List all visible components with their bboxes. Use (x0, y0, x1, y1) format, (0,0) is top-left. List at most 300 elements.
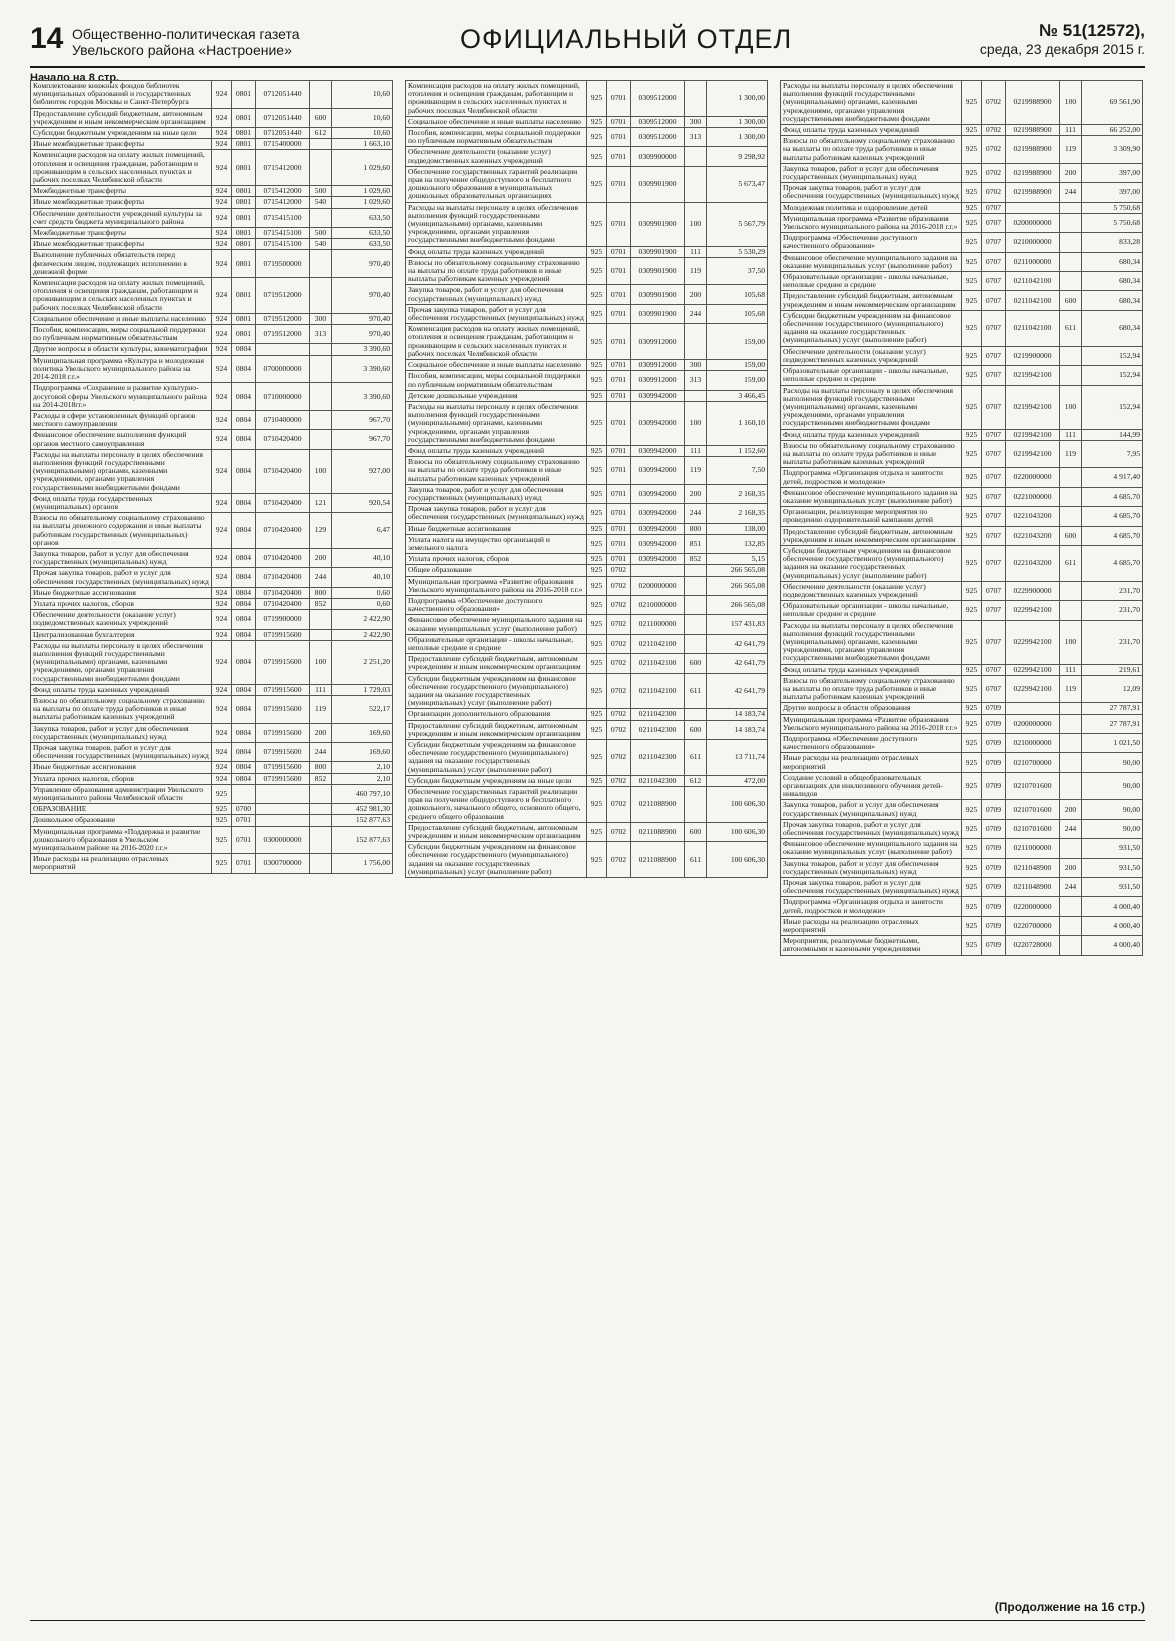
row-amount: 633,50 (332, 239, 393, 250)
page-header (30, 20, 1145, 64)
table-row (31, 610, 393, 629)
table-row (31, 81, 393, 109)
row-ministry: 924 (212, 355, 232, 383)
issue-date: среда, 23 декабря 2015 г. (979, 41, 1145, 57)
row-expense-type: 111 (1060, 429, 1082, 440)
row-ministry: 925 (962, 703, 982, 714)
row-amount: 5,15 (707, 554, 768, 565)
row-expense-type: 121 (310, 493, 332, 512)
table-row (31, 430, 393, 449)
table-row (781, 526, 1143, 545)
row-ministry: 925 (962, 291, 982, 310)
row-amount: 460 797,10 (332, 784, 393, 803)
row-expense-type: 313 (310, 325, 332, 344)
row-expense-type: 500 (310, 186, 332, 197)
publication-name: Общественно-политическая газета Увельского района «Настроение» (72, 26, 300, 58)
table-row (31, 325, 393, 344)
table-row (31, 108, 393, 127)
row-section: 0801 (232, 325, 256, 344)
row-name: Централизованная бухгалтерия (31, 629, 212, 640)
row-name: Иные расходы на реализацию отраслевых мероприятий (31, 854, 212, 873)
row-expense-type (1060, 468, 1082, 487)
row-name: Другие вопросы в области образования (781, 703, 962, 714)
row-section: 0702 (607, 576, 631, 595)
row-amount: 4 685,70 (1082, 507, 1143, 526)
row-section: 0701 (607, 116, 631, 127)
row-expense-type (1060, 839, 1082, 858)
continued-from: Начало на 8 стр. (30, 72, 120, 84)
table-row (406, 285, 768, 304)
footer-rule (30, 1620, 1145, 1621)
row-target: 0715415100 (256, 239, 310, 250)
row-expense-type (685, 576, 707, 595)
row-expense-type: 100 (685, 202, 707, 246)
row-target: 0219988900 (1006, 81, 1060, 125)
row-ministry: 925 (962, 136, 982, 164)
row-expense-type: 119 (685, 257, 707, 285)
row-amount: 1 029,60 (332, 150, 393, 186)
row-section: 0702 (982, 81, 1006, 125)
table-row (781, 858, 1143, 877)
row-target: 0309901900 (631, 166, 685, 202)
row-target: 0221043200 (1006, 545, 1060, 581)
table-row (406, 484, 768, 503)
row-amount: 152 877,63 (332, 815, 393, 826)
table-row (31, 548, 393, 567)
row-expense-type (310, 815, 332, 826)
row-name: Уплата налога на имущество организаций и земельного налога (406, 534, 587, 553)
row-section: 0709 (982, 819, 1006, 838)
row-ministry: 924 (212, 325, 232, 344)
row-section: 0702 (607, 775, 631, 786)
row-name: Расходы в сфере установленных функций органов местного самоуправления (31, 410, 212, 429)
row-ministry: 924 (212, 139, 232, 150)
row-expense-type (1060, 346, 1082, 365)
row-amount: 152,94 (1082, 366, 1143, 385)
row-target: 0715412000 (256, 186, 310, 197)
table-row (406, 554, 768, 565)
row-name: Взносы по обязательному социальному страхованию на выплаты по оплате труда работников и иные выплаты работникам казенных учреждений (406, 457, 587, 485)
table-row (31, 410, 393, 429)
row-ministry: 925 (962, 468, 982, 487)
row-amount: 14 183,74 (707, 709, 768, 720)
row-ministry: 925 (587, 720, 607, 739)
row-target: 0309912000 (631, 360, 685, 371)
row-ministry: 925 (962, 366, 982, 385)
table-row (31, 804, 393, 815)
row-amount: 132,85 (707, 534, 768, 553)
row-name: Муниципальная программа «Развитие образования Увельского муниципального района на 2016-2018 г.г.» (406, 576, 587, 595)
row-ministry: 925 (587, 128, 607, 147)
row-expense-type: 200 (1060, 800, 1082, 819)
row-amount: 680,34 (1082, 291, 1143, 310)
row-target: 0309512000 (631, 128, 685, 147)
row-name: Компенсация расходов на оплату жилых помещений, отопления и освещения гражданам, работающим и проживающим в сельских населенных пунктах и рабочих поселках Челябинской области (406, 81, 587, 117)
table-row (31, 826, 393, 854)
row-expense-type (685, 787, 707, 823)
row-target: 0200000000 (631, 576, 685, 595)
row-amount: 90,00 (1082, 772, 1143, 800)
row-amount: 1 756,00 (332, 854, 393, 873)
row-amount: 6,47 (332, 513, 393, 549)
row-section: 0707 (982, 346, 1006, 365)
row-amount: 3 390,60 (332, 355, 393, 383)
row-expense-type: 200 (685, 484, 707, 503)
row-target: 0719915600 (256, 629, 310, 640)
row-expense-type: 611 (1060, 545, 1082, 581)
row-section: 0707 (982, 385, 1006, 429)
row-name: Субсидии бюджетным учреждениям на финансовое обеспечение государственного (муниципального) задания на оказание государственных (муниципальных) услуг (выполнение работ) (406, 842, 587, 878)
row-ministry: 925 (587, 534, 607, 553)
row-name: Закупка товаров, работ и услуг для обеспечения государственных (муниципальных) нужд (781, 163, 962, 182)
row-name: Прочая закупка товаров, работ и услуг для обеспечения государственных (муниципальных) нужд (31, 743, 212, 762)
row-ministry: 925 (587, 775, 607, 786)
table-row (31, 513, 393, 549)
row-target: 0211048900 (1006, 878, 1060, 897)
row-amount: 970,40 (332, 278, 393, 314)
table-row (406, 842, 768, 878)
row-name: Фонд оплаты труда государственных (муниципальных) органов (31, 493, 212, 512)
table-row (406, 595, 768, 614)
row-ministry: 925 (962, 202, 982, 213)
row-ministry: 925 (587, 285, 607, 304)
table-row (781, 125, 1143, 136)
row-expense-type: 800 (310, 762, 332, 773)
row-name: Расходы на выплаты персоналу в целях обеспечения выполнения функций государственными (муниципальными) органами, казенными учреждениями, органами управления государственными внебюджетными фондами (781, 385, 962, 429)
table-row (406, 576, 768, 595)
row-expense-type: 119 (685, 457, 707, 485)
row-target: 0229942100 (1006, 675, 1060, 703)
row-name: Финансовое обеспечение муниципального задания на оказание муниципальных услуг (выполнение работ) (781, 252, 962, 271)
row-target (256, 815, 310, 826)
row-target: 0211042300 (631, 709, 685, 720)
row-target: 0220000000 (1006, 468, 1060, 487)
row-name: Взносы по обязательному социальному страхованию на выплаты по оплате труда работников и иные выплаты работникам казенных учреждений (781, 675, 962, 703)
table-row (31, 228, 393, 239)
row-section: 0701 (607, 534, 631, 553)
row-name: Межбюджетные трансферты (31, 228, 212, 239)
row-target: 0710420400 (256, 548, 310, 567)
table-row (406, 246, 768, 257)
row-amount: 1 152,60 (707, 445, 768, 456)
row-section: 0701 (607, 504, 631, 523)
table-row (406, 390, 768, 401)
row-section: 0701 (607, 523, 631, 534)
row-name: Социальное обеспечение и иные выплаты населению (406, 360, 587, 371)
row-name: Иные бюджетные ассигнования (406, 523, 587, 534)
table-row (781, 581, 1143, 600)
row-amount: 3 390,60 (332, 344, 393, 355)
row-ministry: 925 (587, 304, 607, 323)
row-section: 0701 (607, 390, 631, 401)
row-expense-type: 111 (1060, 664, 1082, 675)
table-row (31, 629, 393, 640)
row-target: 0309900000 (631, 147, 685, 166)
row-name: Уплата прочих налогов, сборов (31, 598, 212, 609)
row-expense-type: 129 (310, 513, 332, 549)
row-section: 0702 (607, 595, 631, 614)
row-name: Образовательные организации - школы начальные, неполные средние и средние (781, 601, 962, 620)
row-ministry: 925 (962, 346, 982, 365)
table-row (781, 310, 1143, 346)
row-target: 0200000000 (1006, 213, 1060, 232)
row-section: 0709 (982, 714, 1006, 733)
row-expense-type (1060, 753, 1082, 772)
row-target: 0229942100 (1006, 620, 1060, 664)
row-name: Прочая закупка товаров, работ и услуг для обеспечения государственных (муниципальных) нужд (781, 878, 962, 897)
row-target: 0710420400 (256, 598, 310, 609)
row-section: 0702 (607, 565, 631, 576)
row-expense-type (310, 826, 332, 854)
row-target: 0219942100 (1006, 429, 1060, 440)
table-row (31, 150, 393, 186)
table-row (31, 197, 393, 208)
table-row (31, 239, 393, 250)
row-section: 0701 (607, 360, 631, 371)
row-target: 0220700000 (1006, 916, 1060, 935)
row-section: 0801 (232, 139, 256, 150)
row-amount: 5 567,79 (707, 202, 768, 246)
row-ministry: 924 (212, 568, 232, 587)
row-section: 0707 (982, 545, 1006, 581)
table-row (406, 775, 768, 786)
row-ministry: 925 (587, 401, 607, 445)
row-expense-type: 540 (310, 239, 332, 250)
row-amount: 397,00 (1082, 163, 1143, 182)
row-name: Иные межбюджетные трансферты (31, 197, 212, 208)
row-expense-type (685, 634, 707, 653)
row-section: 0801 (232, 150, 256, 186)
row-expense-type: 200 (685, 285, 707, 304)
row-target: 0710420400 (256, 493, 310, 512)
row-section: 0804 (232, 513, 256, 549)
row-amount: 967,70 (332, 430, 393, 449)
table-row (781, 252, 1143, 271)
row-amount: 5 673,47 (707, 166, 768, 202)
row-amount: 10,60 (332, 81, 393, 109)
table-row (781, 202, 1143, 213)
row-name: Подпрограмма «Организация отдыха и занятости детей, подростков и молодежи» (781, 468, 962, 487)
row-section: 0801 (232, 228, 256, 239)
row-section: 0702 (982, 183, 1006, 202)
row-expense-type: 111 (685, 246, 707, 257)
row-ministry: 924 (212, 383, 232, 411)
table-row (781, 819, 1143, 838)
row-section: 0701 (607, 166, 631, 202)
row-ministry: 925 (962, 734, 982, 753)
row-section: 0804 (232, 610, 256, 629)
row-name: Субсидии бюджетным учреждениям на финансовое обеспечение государственного (муниципального) задания на оказание государственных (муниципальных) услуг (выполнение работ) (406, 673, 587, 709)
row-section: 0804 (232, 762, 256, 773)
row-ministry: 925 (587, 202, 607, 246)
row-expense-type (1060, 936, 1082, 955)
row-section: 0707 (982, 468, 1006, 487)
table-row (781, 136, 1143, 164)
row-section: 0702 (607, 822, 631, 841)
row-name: Детские дошкольные учреждения (406, 390, 587, 401)
row-expense-type: 612 (310, 128, 332, 139)
row-ministry: 924 (212, 344, 232, 355)
table-row (31, 568, 393, 587)
row-target: 0700000000 (256, 355, 310, 383)
row-section: 0701 (607, 445, 631, 456)
row-target: 0719915600 (256, 773, 310, 784)
row-name: Финансовое обеспечение муниципального задания на оказание муниципальных услуг (выполнение работ) (781, 839, 962, 858)
row-ministry: 925 (587, 554, 607, 565)
row-target: 0210000000 (1006, 233, 1060, 252)
row-target: 0229942100 (1006, 601, 1060, 620)
table-row (781, 163, 1143, 182)
table-row (781, 878, 1143, 897)
row-ministry: 924 (212, 610, 232, 629)
row-ministry: 924 (212, 239, 232, 250)
row-ministry: 925 (587, 523, 607, 534)
row-ministry: 925 (962, 487, 982, 506)
row-section: 0801 (232, 208, 256, 227)
row-amount: 231,70 (1082, 601, 1143, 620)
row-name: Пособия, компенсации, меры социальной поддержки по публичным нормативным обязательствам (31, 325, 212, 344)
row-target: 0211042100 (631, 634, 685, 653)
row-ministry: 925 (962, 440, 982, 468)
row-expense-type: 500 (310, 228, 332, 239)
row-section: 0702 (607, 787, 631, 823)
row-ministry: 925 (962, 714, 982, 733)
row-target (256, 804, 310, 815)
row-section: 0709 (982, 916, 1006, 935)
row-amount: 1 029,60 (332, 186, 393, 197)
table-row (406, 615, 768, 634)
row-name: Субсидии бюджетным учреждениям на финансовое обеспечение государственного (муниципального) задания на оказание государственных (муниципальных) услуг (выполнение работ) (781, 545, 962, 581)
row-section: 0801 (232, 186, 256, 197)
row-amount: 69 561,90 (1082, 81, 1143, 125)
row-ministry: 925 (962, 878, 982, 897)
row-section: 0801 (232, 239, 256, 250)
budget-column-2 (405, 80, 767, 878)
row-section: 0801 (232, 278, 256, 314)
row-expense-type (310, 430, 332, 449)
row-amount: 680,34 (1082, 252, 1143, 271)
row-amount: 2 422,90 (332, 610, 393, 629)
row-amount: 680,34 (1082, 272, 1143, 291)
row-name: Расходы на выплаты персоналу в целях обеспечения выполнения функций государственными (муниципальными) органами, казенными учреждениями, органами управления государственными внебюджетными фондами (406, 401, 587, 445)
row-expense-type: 119 (310, 696, 332, 724)
row-amount: 2,10 (332, 762, 393, 773)
row-target: 0211000000 (1006, 252, 1060, 271)
continued-to: (Продолжение на 16 стр.) (994, 1600, 1145, 1614)
row-ministry: 925 (962, 183, 982, 202)
table-row (406, 787, 768, 823)
row-target: 0210701600 (1006, 800, 1060, 819)
row-expense-type (310, 250, 332, 278)
row-ministry: 925 (962, 507, 982, 526)
row-expense-type: 600 (685, 720, 707, 739)
row-amount: 2 251,20 (332, 640, 393, 684)
row-name: Предоставление субсидий бюджетным, автономным учреждениям и иным некоммерческим организациям (406, 720, 587, 739)
row-section: 0709 (982, 936, 1006, 955)
row-name: Социальное обеспечение и иные выплаты населению (406, 116, 587, 127)
row-section: 0702 (982, 136, 1006, 164)
row-expense-type: 200 (310, 723, 332, 742)
row-target: 0715415100 (256, 208, 310, 227)
table-row (781, 916, 1143, 935)
row-target: 0210701600 (1006, 819, 1060, 838)
row-target: 0710000000 (256, 383, 310, 411)
table-row (781, 468, 1143, 487)
row-ministry: 925 (962, 545, 982, 581)
row-ministry: 925 (587, 654, 607, 673)
row-name: Муниципальная программа «Культура и молодежная политика Увельского муниципального района на 2014-2018 г.г.» (31, 355, 212, 383)
row-section: 0701 (232, 854, 256, 873)
row-expense-type (1060, 233, 1082, 252)
row-amount: 7,50 (707, 457, 768, 485)
row-amount: 42 641,79 (707, 673, 768, 709)
row-target: 0211042300 (631, 720, 685, 739)
row-section: 0702 (607, 842, 631, 878)
row-expense-type: 200 (310, 548, 332, 567)
row-expense-type (310, 629, 332, 640)
row-expense-type: 612 (685, 775, 707, 786)
row-ministry: 925 (587, 166, 607, 202)
row-target: 0710420400 (256, 449, 310, 493)
row-expense-type: 119 (1060, 136, 1082, 164)
row-section: 0707 (982, 507, 1006, 526)
row-ministry: 925 (212, 784, 232, 803)
table-row (406, 128, 768, 147)
row-ministry: 925 (962, 800, 982, 819)
row-expense-type: 244 (310, 568, 332, 587)
row-target: 0715412000 (256, 150, 310, 186)
row-name: Иные бюджетные ассигнования (31, 762, 212, 773)
row-expense-type (1060, 272, 1082, 291)
header-rule (30, 66, 1145, 68)
row-target: 0719915600 (256, 696, 310, 724)
row-amount: 633,50 (332, 208, 393, 227)
row-target (256, 784, 310, 803)
row-target: 0200000000 (1006, 714, 1060, 733)
row-target: 0211042100 (1006, 291, 1060, 310)
row-amount: 14 183,74 (707, 720, 768, 739)
row-section: 0801 (232, 197, 256, 208)
table-row (31, 762, 393, 773)
row-amount: 680,34 (1082, 310, 1143, 346)
row-section: 0701 (607, 128, 631, 147)
row-expense-type: 600 (1060, 291, 1082, 310)
table-row (781, 183, 1143, 202)
row-target: 0221043200 (1006, 526, 1060, 545)
row-name: Фонд оплаты труда казенных учреждений (781, 664, 962, 675)
row-amount: 7,95 (1082, 440, 1143, 468)
table-row (406, 202, 768, 246)
table-row (781, 81, 1143, 125)
row-section: 0701 (607, 257, 631, 285)
row-target: 0719512000 (256, 325, 310, 344)
row-section: 0707 (982, 291, 1006, 310)
budget-column-3 (780, 80, 1142, 956)
budget-table-3 (780, 80, 1143, 956)
row-section: 0702 (607, 654, 631, 673)
row-section: 0701 (607, 285, 631, 304)
row-expense-type (1060, 213, 1082, 232)
row-expense-type (310, 784, 332, 803)
row-section: 0804 (232, 640, 256, 684)
row-ministry: 924 (212, 513, 232, 549)
table-row (781, 213, 1143, 232)
table-row (406, 116, 768, 127)
row-ministry: 925 (962, 916, 982, 935)
row-amount: 42 641,79 (707, 634, 768, 653)
row-target: 0309901900 (631, 257, 685, 285)
table-row (406, 822, 768, 841)
